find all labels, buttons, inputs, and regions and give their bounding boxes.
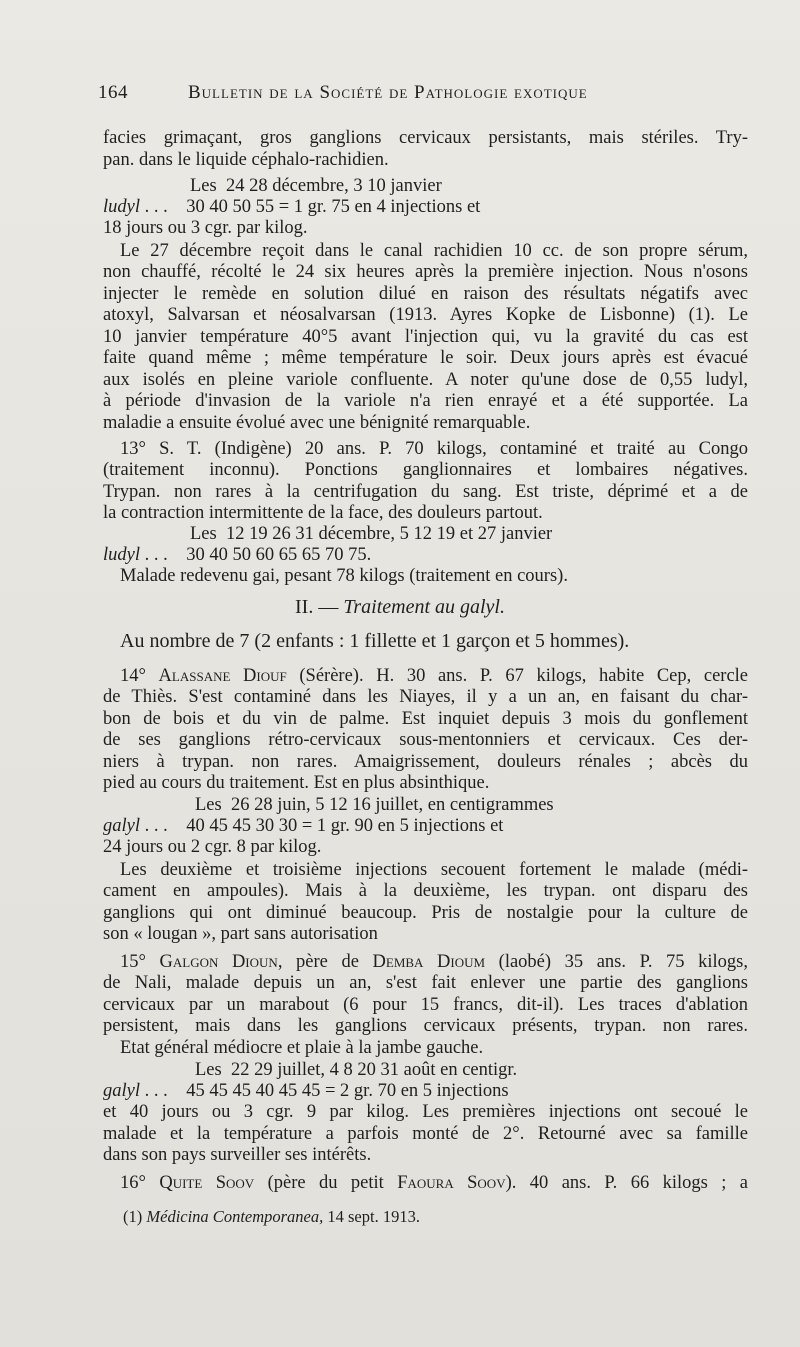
dose-table-dates: Les 24 28 décembre, 3 10 janvier — [190, 176, 442, 196]
text-line: son « lougan », part sans autorisation — [103, 924, 378, 944]
text-line: facies grimaçant, gros ganglions cervicaux persistants, mais stériles. Try- — [103, 128, 748, 148]
text-line: 14° Alassane Diouf (Sérère). H. 30 ans. P. 67 kilogs, habite Cep, cercle — [120, 666, 749, 686]
text-line: persistent, mais dans les ganglions cervicaux présents, trypan. non rares. — [103, 1016, 748, 1036]
text-line: pied au cours du traitement. Est en plus absinthique. — [103, 773, 490, 793]
text-line: pan. dans le liquide céphalo-rachidien. — [103, 150, 389, 170]
text-line: Les deuxième et troisième injections secouent fortement le malade (médi- — [120, 860, 748, 880]
dose-table-dates: Les 22 29 juillet, 4 8 20 31 août en centigr. — [195, 1060, 518, 1080]
text-line: la contraction intermittente de la face, des douleurs partout. — [103, 503, 543, 523]
text-line: dans son pays surveiller ses intérêts. — [103, 1145, 372, 1165]
dose-table-doses: galyl . . . 45 45 45 40 45 45 = 2 gr. 70 en 5 injections — [103, 1081, 509, 1101]
dose-table-doses: ludyl . . . 30 40 50 60 65 65 70 75. — [103, 545, 372, 565]
page-number: 164 — [98, 82, 128, 103]
text-line: injecter le remède en solution dilué en raison des résultats négatifs avec — [103, 284, 748, 304]
dose-table-dates: Les 12 19 26 31 décembre, 5 12 19 et 27 janvier — [190, 524, 553, 544]
text-line: cament en ampoules). Mais à la deuxième, les trypan. ont disparu des — [103, 881, 748, 901]
text-line: 16° Quite Soov (père du petit Faoura Soov). 40 ans. P. 66 kilogs ; a — [120, 1173, 749, 1193]
text-line: niers à trypan. non rares. Amaigrissement, douleurs rénales ; abcès du — [103, 752, 748, 772]
text-line: bon de bois et du vin de palme. Est inquiet depuis 3 mois du gonflement — [103, 709, 748, 729]
text-line: 18 jours ou 3 cgr. par kilog. — [103, 218, 308, 238]
text-line: à période d'invasion de la variole n'a rien enrayé et a été supportée. La — [103, 391, 748, 411]
text-line: ganglions qui ont diminué beaucoup. Pris de nostalgie pour la culture de — [103, 903, 748, 923]
text-line: cervicaux par un marabout (6 pour 15 francs, dit-il). Les traces d'ablation — [103, 995, 748, 1015]
text-line: et 40 jours ou 3 cgr. 9 par kilog. Les premières injections ont secoué le — [103, 1102, 748, 1122]
subsection-heading: Au nombre de 7 (2 enfants : 1 fillette et 1 garçon et 5 hommes). — [120, 630, 630, 652]
text-line: 24 jours ou 2 cgr. 8 par kilog. — [103, 837, 322, 857]
text-line: Trypan. non rares à la centrifugation du sang. Est triste, déprimé et a de — [103, 482, 748, 502]
text-line: de Nali, malade depuis un an, s'est fait enlever une partie des ganglions — [103, 973, 748, 993]
text-line: Le 27 décembre reçoit dans le canal rachidien 10 cc. de son propre sérum, — [120, 241, 748, 261]
text-line: de ses ganglions rétro-cervicaux sous-mentonniers et cervicaux. Ces der- — [103, 730, 748, 750]
text-line: malade et la température a parfois monté de 2°. Retourné avec sa famille — [103, 1124, 748, 1144]
text-line: non chauffé, récolté le 24 six heures après la première injection. Nous n'osons — [103, 262, 748, 282]
footnote: (1) Médicina Contemporanea, 14 sept. 1913. — [123, 1207, 420, 1226]
text-line: atoxyl, Salvarsan et néosalvarsan (1913. Ayres Kopke de Lisbonne) (1). Le — [103, 305, 748, 325]
running-title: Bulletin de la Société de Pathologie exotique — [188, 82, 588, 103]
dose-table-dates: Les 26 28 juin, 5 12 16 juillet, en centigrammes — [195, 795, 554, 815]
text-line: (traitement inconnu). Ponctions ganglionnaires et lombaires négatives. — [103, 460, 748, 480]
text-line: aux isolés en pleine variole confluente. A noter qu'une dose de 0,55 ludyl, — [103, 370, 748, 390]
section-heading: II. — Traitement au galyl. — [295, 596, 505, 618]
text-line: Etat général médiocre et plaie à la jambe gauche. — [120, 1038, 484, 1058]
text-line: 13° S. T. (Indigène) 20 ans. P. 70 kilogs, contaminé et traité au Congo — [120, 439, 748, 459]
dose-table-doses: galyl . . . 40 45 45 30 30 = 1 gr. 90 en 5 injections et — [103, 816, 504, 836]
text-line: 15° Galgon Dioun, père de Demba Dioum (laobé) 35 ans. P. 75 kilogs, — [120, 952, 749, 972]
text-line: faite quand même ; même température le soir. Deux jours après est évacué — [103, 348, 748, 368]
text-line: maladie a ensuite évolué avec une bénignité remarquable. — [103, 413, 531, 433]
dose-table-doses: ludyl . . . 30 40 50 55 = 1 gr. 75 en 4 injections et — [103, 197, 481, 217]
text-line: de Thiès. S'est contaminé dans les Niayes, il y a un an, en faisant du char- — [103, 687, 748, 707]
text-line: 10 janvier température 40°5 avant l'injection qui, vu la gravité du cas est — [103, 327, 748, 347]
text-line: Malade redevenu gai, pesant 78 kilogs (traitement en cours). — [120, 566, 568, 586]
